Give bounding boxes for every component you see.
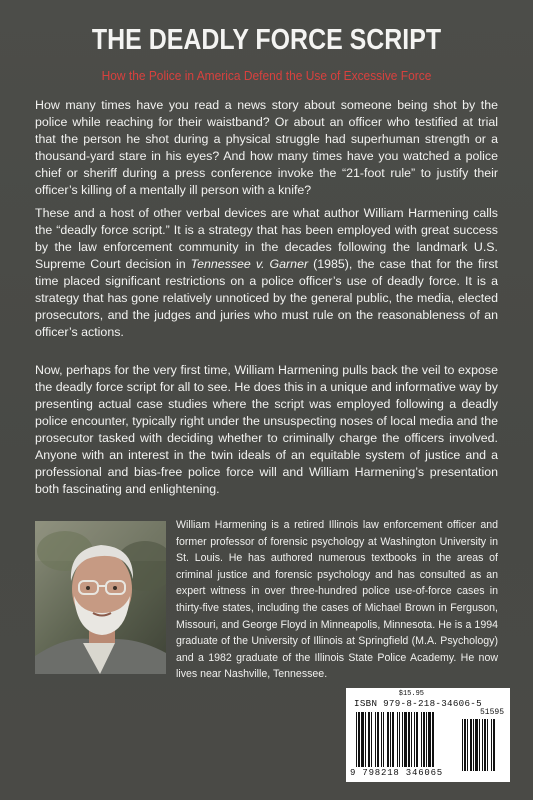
- blurb-paragraph-2-part-2: (1985), the case that for the first time placed significant restrictions on a police officer’s use of deadly force. It is a strategy that has gone relatively unnoticed by the general public, the media, elected prosecutors, and the judges and juries who must rule on the reasonableness of an officer’s actions.: [35, 257, 498, 339]
- isbn-number: ISBN 979-8-218-34606-5: [354, 698, 482, 709]
- author-photo: [35, 521, 166, 674]
- blurb-paragraph-3: Now, perhaps for the very first time, William Harmening pulls back the veil to expose the deadly force script for all to see. He does this in a unique and informative way by presenting actual case studies where the script was employed following a deadly police encounter, typically right under the unsuspecting noses of local media and the prosecutor tasked with deciding whether to criminally charge the officers involved. Anyone with an interest in the twin ideals of an equitable system of justice and a professional and bias-free police force will and William Harmening’s presentation both fascinating and enlightening.: [35, 363, 498, 496]
- blurb-paragraph-1: How many times have you read a news story about someone being shot by the police while reaching for their waistband? Or about an officer who testified at trial that the person he shot during a physical struggle had superhuman strength or a thousand-yard stare in his eyes? And how many times have you watched a police chief or sheriff during a press conference invoke the “21-foot rule” to justify their officer’s killing of a mentally ill person with a knife?: [35, 98, 498, 197]
- isbn-barcode: [346, 688, 510, 782]
- case-name: Tennessee v. Garner: [190, 257, 309, 271]
- ean-digits: 9 798218 346065: [350, 768, 444, 778]
- blurb-paragraph-2: [35, 205, 498, 341]
- book-title: THE DEADLY FORCE SCRIPT: [91, 24, 442, 56]
- book-subtitle: How the Police in America Defend the Use of Excessive Force: [101, 68, 432, 83]
- author-bio: William Harmening is a retired Illinois law enforcement officer and former professor of forensic psychology at Washington University in St. Louis. He has authored numerous textbooks in the areas of criminal justice and forensic psychology and has consulted as an expert witness in over three-hundred police use-of-force cases in thirty-five states, including the cases of Michael Brown in Ferguson, Missouri, and George Floyd in Minneapolis, Minnesota. He is a 1994 graduate of the University of Illinois at Springfield (M.A. Psychology) and a 1982 graduate of the Illinois State Police Academy. He now lives near Nashville, Tennessee.: [176, 519, 498, 681]
- blurb-paragraph-2-part-1: These and a host of other verbal devices are what author William Harmening calls the “deadly force script.” It is a strategy that has been employed with great success by the law enforcement community in the decades following the landmark U.S. Supreme Court decision in: [35, 206, 498, 271]
- addon-digits: 51595: [479, 708, 504, 717]
- price-label: $15.95: [398, 690, 424, 698]
